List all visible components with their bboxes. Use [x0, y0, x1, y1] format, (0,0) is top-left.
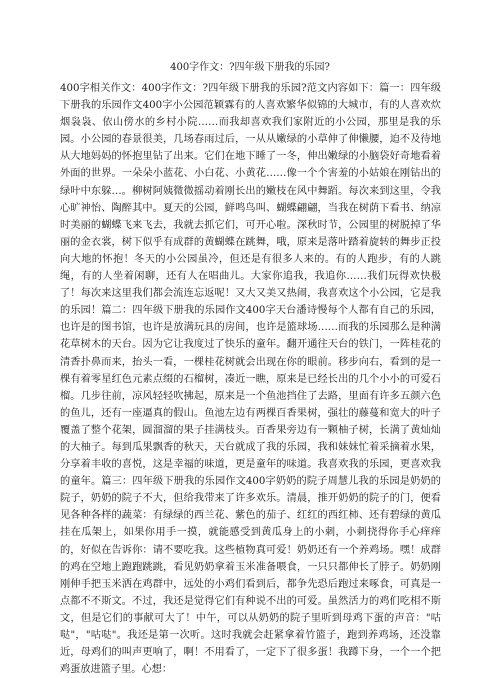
document-title: 400字作文：?四年级下册我的乐园? — [170, 62, 330, 73]
document-body: 400字相关作文：400字作文：?四年级下册我的乐园?范文内容如下：篇一：四年级下册我的乐园作文400字小公园范颖霖有的人喜欢繁华似锦的大城市，有的人喜欢炊烟袅袅、依山傍水的乡村小院……而我却喜欢我们家附近的小公园，那里是我的乐园。小公园的春景很美，几场春雨过后，一从从嫩绿的小草伸了伸懒腰，迫不及待地从大地妈妈的怀抱里钻了出来。它们在地下睡了一冬，伸出嫩绿的小脑袋好奇地看着外面的世界。一朵朵小蓝花、小白花、小黄花……像一个个害羞的小姑娘在刚钻出的绿叶中东躲…。柳树阿姨微微摇动着刚长出的嫩枝在风中舞蹈。每次来到这里，令我心旷神怡、陶醉其中。夏天的公园，鲜鸣鸟叫、蝴蝶翩翩，当我在树荫下看书、纳凉时美丽的蝴蝶飞来飞去，我就去抓它们，可开心啦。深秋时节，公园里的树脱掉了华丽的金衣裳，树下似乎有成群的黄蝴蝶在跳舞，哦，原来是落叶踏着旋转的舞步正投向大地的怀抱！冬天的小公园虽冷，但还是有很多人来的。有的人跑步，有的人跳绳，有的人坐着闲聊，还有人在唱曲儿。大家你追我，我追你……我们玩得欢快极了！每次来这里我们都会流连忘返呢！又大又美又热闹，我喜欢这个小公园，它是我的乐园！篇二：四年级下册我的乐园作文400字天台潘诗慢每个人都有自己的乐园，也许是的图书馆，也许是放满玩具的房间，也许是篮球场……而我的乐园那么是种满花草树木的天台。因为它让我度过了快乐的童年。翻开通往天台的铁门，一阵桂花的清香扑鼻而来，抬头一看，一棵桂花树就会出现在你的眼前。移步向右，看到的是一棵有着零星红色元素点缀的石榴树，凑近一瞧，原来是已经长出的几个小小的可爱石榴。几步往前，凉风轻轻吹拂起，原来是一个鱼池挡住了去路，里面有许多五颜六色的鱼儿，还有一座逼真的假山。鱼池左边有两棵百香果树，强壮的藤蔓和宽大的叶子覆盖了整个花架，圆溜溜的果子挂满枝头。百香果旁边有一颗柚子树，长满了黄灿灿的大柚子。每到瓜果飘香的秋天，天台就成了我的乐园，我和妹妹忙着采摘着水果，分享着丰收的喜悦，这是幸福的味道，更是童年的味道。我喜欢我的乐园，更喜欢我的童年。篇三：四年级下册我的乐园作文400字奶奶的院子周慧儿我的乐园是奶奶的院子，奶奶的院子不大，但给我带来了许多欢乐。清晨，推开奶奶的院子的门，便看见各种各样的蔬菜：有绿绿的西兰花、紫色的茄子、红红的西红柿、还有碧绿的黄瓜挂在瓜架上，如果你用手一摸，就能感受到黄瓜身上的小刺，小刺挠得你手心痒痒的，好似在告诉你：请不要吃我。这些植物真可爱！奶奶还有一个养鸡场。嘿！成群的鸡在空地上跑跑跳跳，看见奶奶拿着玉米准备喂食，一只只都伸长了脖子。奶奶刚刚伸手把玉米洒在鸡群中，远处的小鸡们看到后，都争先恐后跑过来啄食，可真是一点都不不斯文。不过，我还是觉得它们有种说不出的可爱。虽然活力的鸡们吃相不斯文，但是它们的事献可大了！中午，可以从奶奶的院子里听到母鸡下蛋的声音："咕哒"，"咕哒"。我还是第一次听。这时我就会赶紧拿着竹篮子，跑到养鸡场，还没靠近，母鸡们的叫声更响了，啊！不用看了，一定下了很多蛋！我蹲下身，一个一个把鸡蛋放进篮子里。心想： — [60, 83, 441, 676]
